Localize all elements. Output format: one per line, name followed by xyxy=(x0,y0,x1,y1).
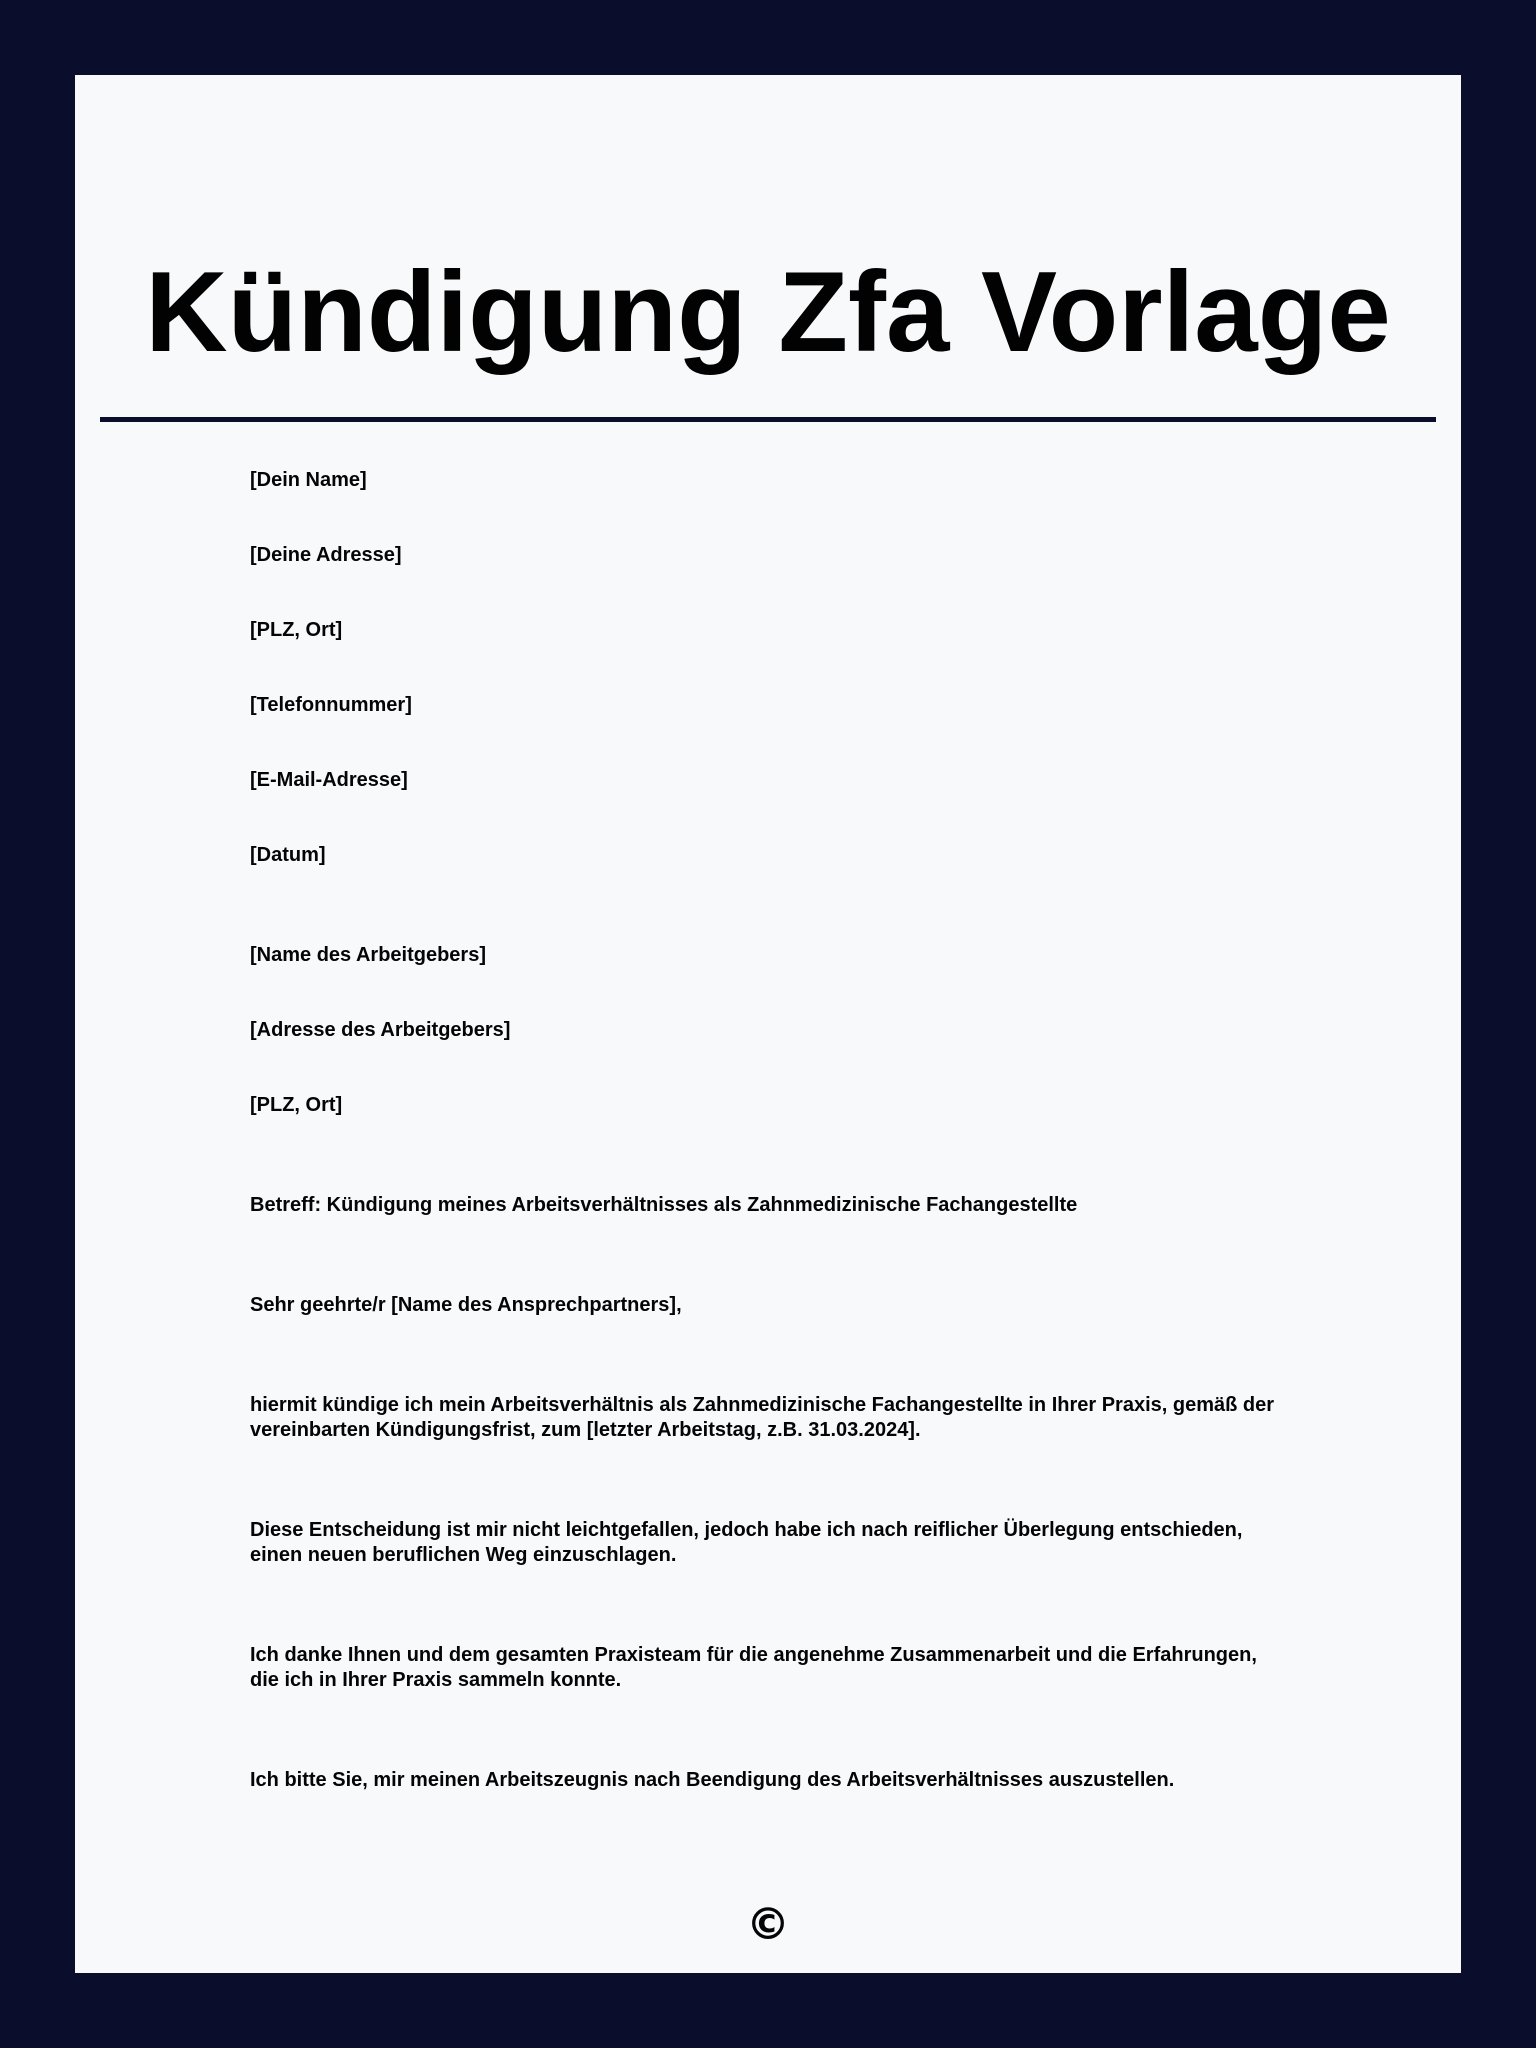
paragraph-reference-request: Ich bitte Sie, mir meinen Arbeitszeugnis nach Beendigung des Arbeitsverhältnisses auszustellen. xyxy=(250,1769,1175,1791)
recipient-name: [Name des Arbeitgebers] xyxy=(250,944,486,966)
sender-phone: [Telefonnummer] xyxy=(250,694,412,716)
sender-email: [E-Mail-Adresse] xyxy=(250,769,408,791)
recipient-zip-city: [PLZ, Ort] xyxy=(250,1094,343,1116)
letter-date: [Datum] xyxy=(250,844,326,866)
sender-name: [Dein Name] xyxy=(250,469,367,491)
letter-subject: Betreff: Kündigung meines Arbeitsverhältnisses als Zahnmedizinische Fachangestellte xyxy=(250,1194,1078,1216)
document-page xyxy=(75,75,1461,1973)
recipient-address: [Adresse des Arbeitgebers] xyxy=(250,1019,511,1041)
letter-salutation: Sehr geehrte/r [Name des Ansprechpartners], xyxy=(250,1294,682,1316)
document-title: Kündigung Zfa Vorlage xyxy=(145,249,1391,376)
paragraph-termination: hiermit kündige ich mein Arbeitsverhältnis als Zahnmedizinische Fachangestellte in Ihrer Praxis, gemäß der vereinbarten Kündigungsfrist, zum [letzter Arbeitstag, z.B. 31.03.2024]. xyxy=(250,1394,1275,1441)
paragraph-thanks: Ich danke Ihnen und dem gesamten Praxisteam für die angenehme Zusammenarbeit und die Erfahrungen, die ich in Ihrer Praxis sammeln konnte. xyxy=(250,1644,1257,1691)
title-divider xyxy=(100,417,1436,422)
copyright-icon: © xyxy=(746,1899,790,1950)
paragraph-decision: Diese Entscheidung ist mir nicht leichtgefallen, jedoch habe ich nach reiflicher Überlegung entschieden, einen neuen beruflichen Weg einzuschlagen. xyxy=(250,1519,1243,1566)
sender-address: [Deine Adresse] xyxy=(250,544,402,566)
sender-zip-city: [PLZ, Ort] xyxy=(250,619,343,641)
